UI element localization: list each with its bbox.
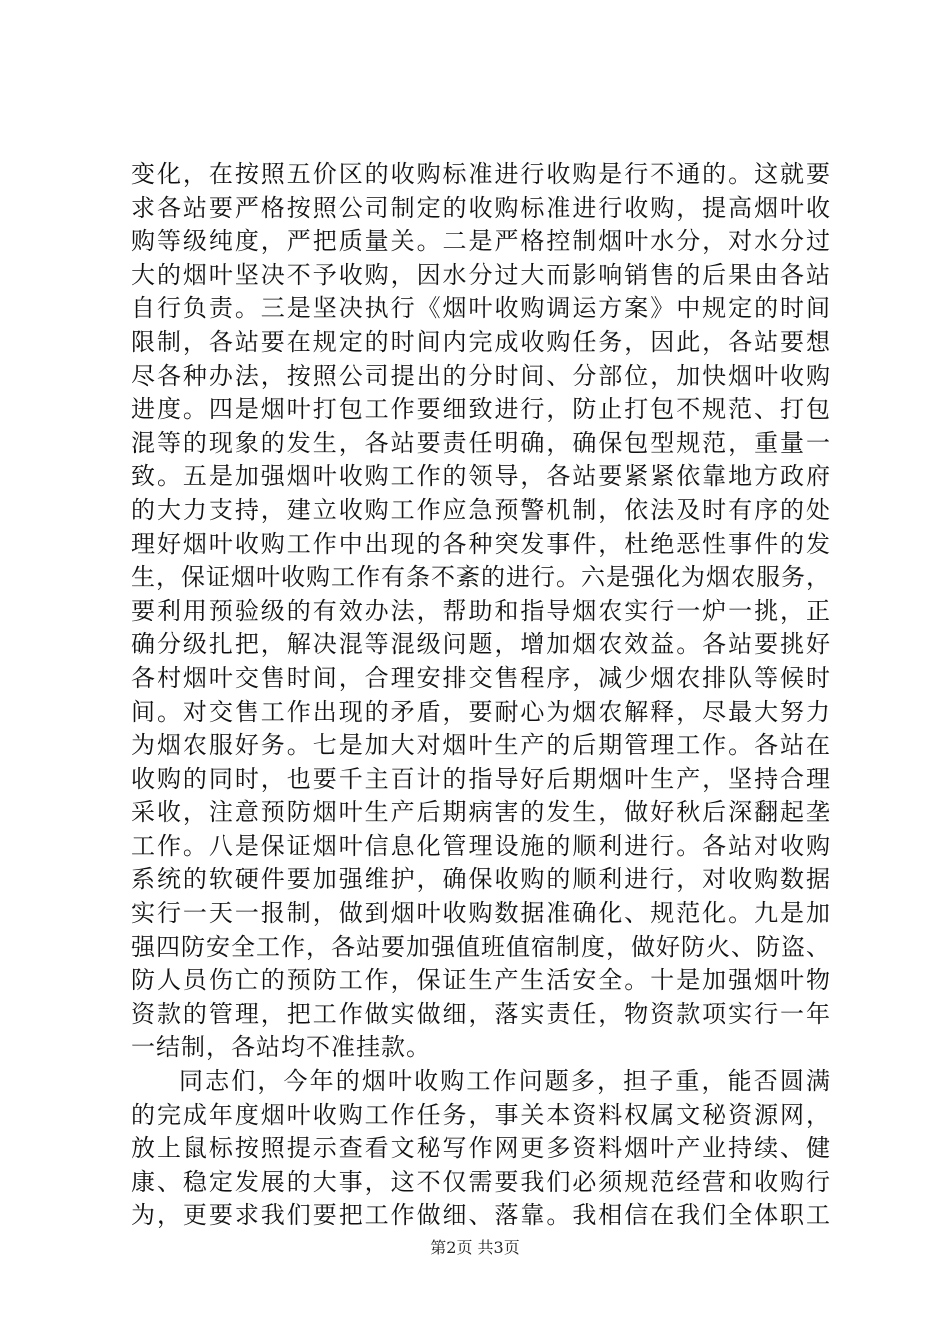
text-line: 混等的现象的发生，各站要责任明确，确保包型规范，重量一 (131, 428, 831, 457)
text-line: 各村烟叶交售时间，合理安排交售程序，减少烟农排队等候时 (131, 663, 831, 692)
text-line-paragraph-end: 一结制，各站均不准挂款。 (131, 1033, 431, 1062)
text-line: 为烟农服好务。七是加大对烟叶生产的后期管理工作。各站在 (131, 731, 831, 760)
text-line: 采收，注意预防烟叶生产后期病害的发生，做好秋后深翻起垄 (131, 798, 831, 827)
text-line: 致。五是加强烟叶收购工作的领导，各站要紧紧依靠地方政府 (131, 462, 831, 491)
text-line: 进度。四是烟叶打包工作要细致进行，防止打包不规范、打包 (131, 395, 831, 424)
text-line: 生，保证烟叶收购工作有条不紊的进行。六是强化为烟农服务， (131, 563, 831, 592)
text-line: 系统的软硬件要加强维护，确保收购的顺利进行，对收购数据 (131, 865, 831, 894)
text-line: 实行一天一报制，做到烟叶收购数据准确化、规范化。九是加 (131, 899, 831, 928)
text-line: 资款的管理，把工作做实做细，落实责任，物资款项实行一年 (131, 999, 831, 1028)
text-line: 的大力支持，建立收购工作应急预警机制，依法及时有序的处 (131, 495, 831, 524)
text-line: 确分级扎把，解决混等混级问题，增加烟农效益。各站要挑好 (131, 630, 831, 659)
text-line: 康、稳定发展的大事，这不仅需要我们必须规范经营和收购行 (131, 1167, 831, 1196)
text-line: 防人员伤亡的预防工作，保证生产生活安全。十是加强烟叶物 (131, 966, 831, 995)
text-line: 自行负责。三是坚决执行《烟叶收购调运方案》中规定的时间 (131, 294, 831, 323)
text-line: 强四防安全工作，各站要加强值班值宿制度，做好防火、防盗、 (131, 932, 831, 961)
text-line: 为，更要求我们要把工作做细、落靠。我相信在我们全体职工 (131, 1201, 831, 1230)
text-line: 的完成年度烟叶收购工作任务，事关本资料权属文秘资源网， (131, 1100, 831, 1129)
document-body (131, 158, 831, 1233)
text-line: 理好烟叶收购工作中出现的各种突发事件，杜绝恶性事件的发 (131, 529, 831, 558)
text-line: 求各站要严格按照公司制定的收购标准进行收购，提高烟叶收 (131, 193, 831, 222)
text-line: 要利用预验级的有效办法，帮助和指导烟农实行一炉一挑，正 (131, 596, 831, 625)
page-number-footer: 第2页 共3页 (430, 1238, 520, 1257)
text-line: 收购的同时，也要千主百计的指导好后期烟叶生产，坚持合理 (131, 764, 831, 793)
text-line: 间。对交售工作出现的矛盾，要耐心为烟农解释，尽最大努力 (131, 697, 831, 726)
text-line: 购等级纯度，严把质量关。二是严格控制烟叶水分，对水分过 (131, 227, 831, 256)
text-line: 尽各种办法，按照公司提出的分时间、分部位，加快烟叶收购 (131, 361, 831, 390)
text-line: 变化，在按照五价区的收购标准进行收购是行不通的。这就要 (131, 160, 831, 188)
text-line-paragraph-start: 同志们，今年的烟叶收购工作问题多，担子重，能否圆满 (179, 1067, 831, 1096)
text-line: 限制，各站要在规定的时间内完成收购任务，因此，各站要想 (131, 327, 831, 356)
text-line: 大的烟叶坚决不予收购，因水分过大而影响销售的后果由各站 (131, 260, 831, 289)
text-line: 工作。八是保证烟叶信息化管理设施的顺利进行。各站对收购 (131, 831, 831, 860)
text-line: 放上鼠标按照提示查看文秘写作网更多资料烟叶产业持续、健 (131, 1134, 831, 1163)
